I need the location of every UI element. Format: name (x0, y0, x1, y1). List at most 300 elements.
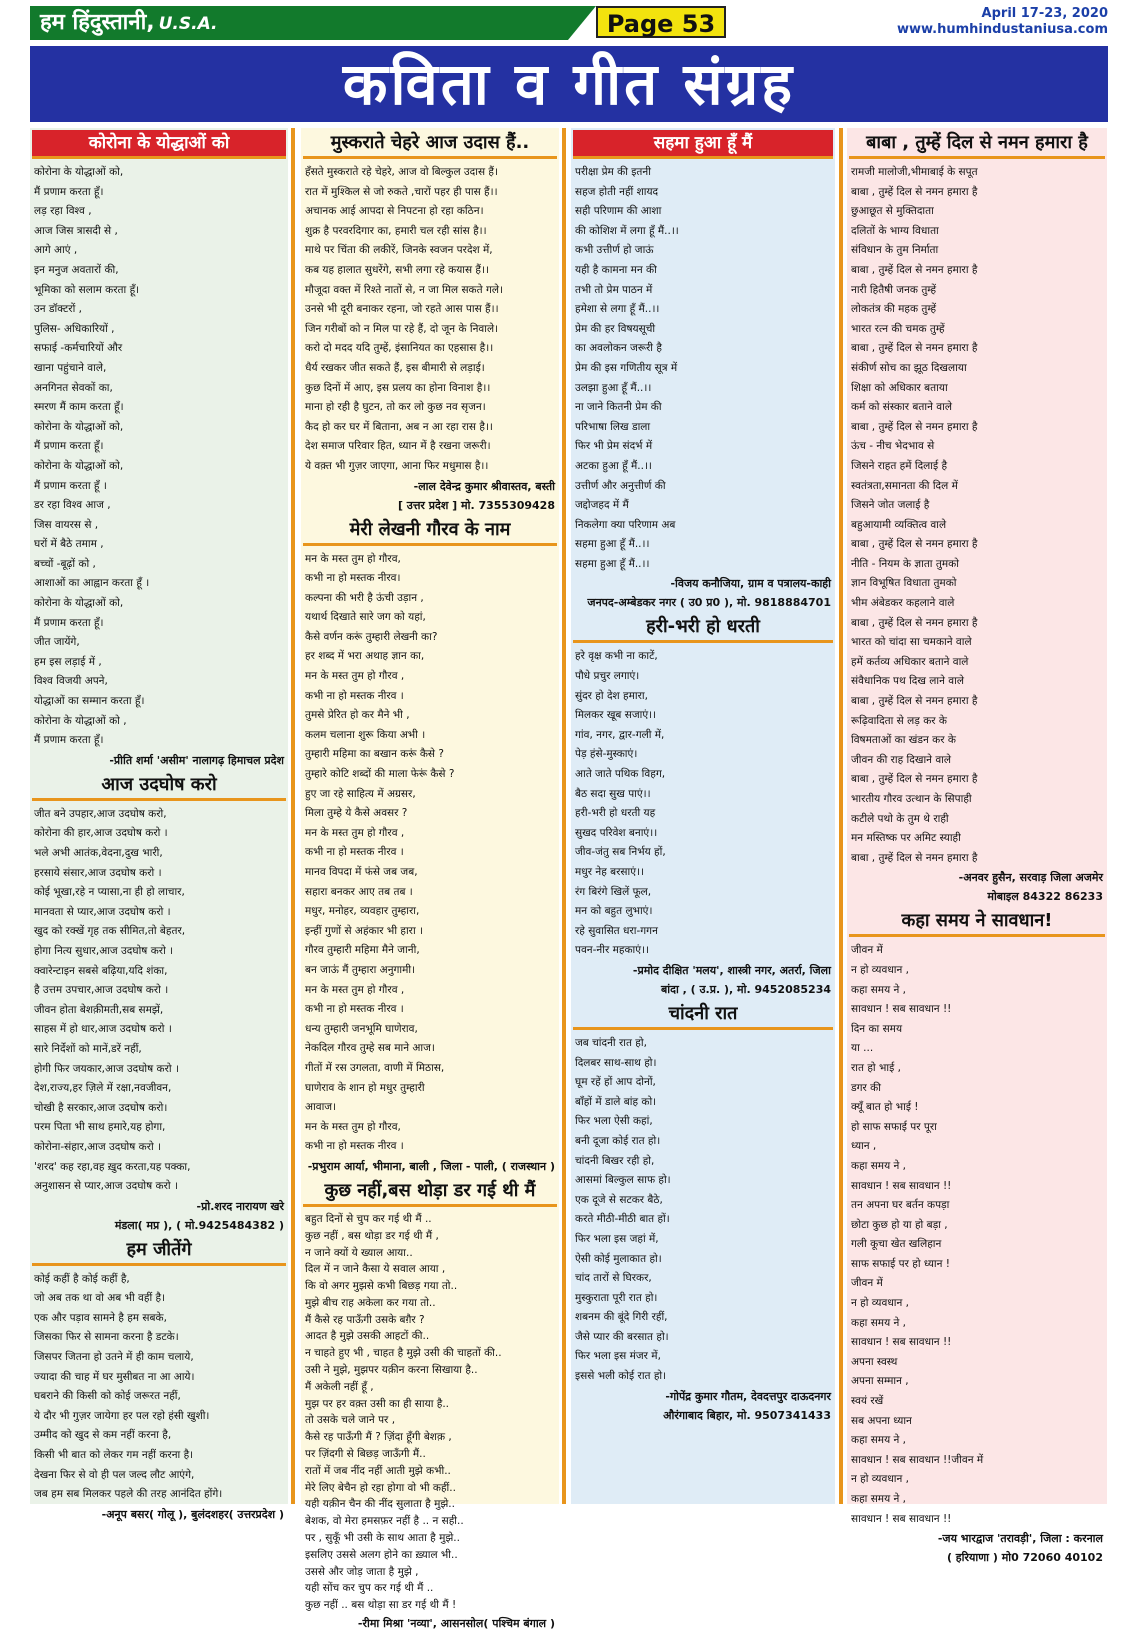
poem-line: इन मनुज अवतारों की, (34, 263, 119, 276)
poem-line: मिला तुम्हे ये कैसे अवसर ? (305, 807, 408, 820)
poem-line: सावधान ! सब सावधान !! (851, 1336, 952, 1349)
poem-line: हँसते मुस्कराते रहे चेहरे, आज वो बिल्कुल उदास हैं। (305, 166, 498, 178)
poem-line: कल्पना की भरी है ऊंची उड़ान , (305, 591, 424, 604)
poem-line: हम इस लड़ाई में , (34, 655, 102, 668)
poem-line: स्वयं रखें (851, 1395, 884, 1408)
poem-line: बाबा , तुम्हें दिल से नमन हमारा है (851, 773, 978, 786)
poem-block (847, 908, 1107, 1567)
poem-line: दलितों के भाग्य विधाता (851, 224, 939, 237)
poem-line: बन जाऊं मैं तुम्हारा अनुगामी। (305, 963, 416, 976)
poem-line: कभी ना हो मस्तक नीरव । (305, 1140, 404, 1153)
poem-line: जिन गरीबों को न मिल पा रहे हैं, दो जून के निवाले। (305, 322, 499, 335)
poem-line: मैं प्रणाम करता हूँ । (34, 479, 107, 492)
poem-line: कहा समय ने , (851, 1159, 907, 1172)
poem-line: मन के मस्त तुम हो गौरव , (305, 826, 405, 839)
poem-line: बाँहों में डाले बांह को। (575, 1095, 657, 1108)
poem-line: आज जिस त्रासदी से , (34, 224, 118, 237)
poem-line: छोटा कुछ हो या हो बड़ा , (851, 1218, 948, 1231)
poem-line: कैद हो कर घर में बिताना, अब न आ रहा रास है।। (305, 420, 493, 433)
poem-line: ज्ञान विभूषित विधाता तुमको (851, 577, 957, 590)
poem-line: जद्दोजहद में मैं (575, 499, 629, 512)
poem-line: विषमताओं का खंडन कर के (851, 734, 956, 747)
poem-line: फिर भला ऐसी कहां, (575, 1115, 653, 1128)
poem-line: फिर भला इस मंजर में, (575, 1350, 661, 1363)
poem-credit: बांदा , ( उ.प्र. ), मो. 9452085234 (661, 982, 831, 996)
poem-line: चांद तारों से घिरकर, (575, 1272, 652, 1285)
poem-line: यथार्थ दिखाते सारे जग को यहां, (305, 611, 426, 624)
poem-line: कहा समय ने , (851, 1434, 907, 1447)
poem-line: अपना सम्मान , (851, 1375, 909, 1388)
poem-line: की कोशिश में लगा हूँ मैं..।। (575, 224, 679, 237)
poem-line: सहारा बनकर आए तब तब । (305, 885, 413, 898)
poem-line: कैसे रह पाऊँगी मैं ? ज़िंदा हूँगी बेशक़ , (305, 1431, 452, 1444)
poem-body (847, 163, 1107, 868)
poem-line: मौजूदा वक्त में रिश्ते नातों से, न जा मिल सकते गले। (305, 283, 503, 296)
poem-line: बैठ सदा सुख पाएं।। (575, 787, 651, 800)
poem-line: पेड़ हंसे-मुस्काएं। (575, 748, 638, 761)
poem-line: पर , सुकूँ भी उसी के साथ आता है मुझे.. (305, 1532, 460, 1545)
poem-title: कोरोना के योद्धाओं को (32, 130, 286, 159)
poem-line: बहुत दिनों से चुप कर गई थी मैं .. (305, 1212, 432, 1225)
poem-line: जीत बने उपहार,आज उदघोष करो, (34, 807, 167, 820)
poem-line: आसमां बिल्कुल साफ हो। (575, 1174, 671, 1187)
poem-line: अपना स्वस्थ (851, 1355, 898, 1368)
poem-line: आवाज। (305, 1101, 337, 1114)
poem-line: जिसपर जितना हो उतने में ही काम चलाये, (34, 1351, 194, 1364)
poem-block (571, 1001, 835, 1425)
poem-body (571, 647, 835, 961)
poem-line: जिसका फिर से सामना करना है डटके। (34, 1331, 179, 1344)
poem-line: जब चांदनी रात हो, (575, 1036, 647, 1049)
poem-line: आशाओं का आह्वान करता हूँ । (34, 577, 150, 590)
poem-line: रात हो भाई , (851, 1061, 901, 1074)
poem-line: तुम्हारे कोटि शब्दों की माला फेरूं कैसे ? (305, 768, 455, 781)
poem-title: मेरी लेखनी गौरव के नाम (303, 517, 557, 546)
poem-line: मैं प्रणाम करता हूँ। (34, 616, 104, 629)
poem-line: ऊंच - नीच भेदभाव से (851, 440, 935, 453)
poem-line: मानव विपदा में फंसे जब जब, (305, 866, 418, 878)
poem-line: कोरोना की हार,आज उदघोष करो । (34, 827, 168, 840)
poem-line: देश समाज परिवार हित, ध्यान में है रखना जरूरी। (305, 440, 491, 453)
poem-line: यही यक़ीन चैन की नींद सुलाता है मुझे.. (305, 1498, 455, 1511)
poem-line: सावधान ! सब सावधान !! (851, 1512, 952, 1525)
poem-line: मैं प्रणाम करता हूँ। (34, 185, 104, 198)
poem-line: इन्हीं गुणों से अहंकार भी हारा । (305, 924, 424, 937)
column-divider (562, 128, 566, 1504)
poem-line: सुंदर हो देश हमारा, (575, 689, 648, 702)
poem-line: कभी ना हो मस्तक नीरव । (305, 846, 404, 859)
poem-title: हरी-भरी हो धरती (573, 614, 833, 643)
poem-body (571, 1034, 835, 1387)
poem-line: यही है कामना मन की (575, 263, 657, 276)
poem-line: बाबा , तुम्हें दिल से नमन हमारा है (851, 695, 978, 708)
poem-line: आते जाते पथिक विहग, (575, 768, 666, 781)
poem-line: का अवलोकन जरूरी है (575, 342, 662, 355)
poem-credit: -प्रमोद दीक्षित 'मलय', शास्त्री नगर, अतर्रा, जिला (632, 963, 831, 977)
brand-tail-shape (568, 6, 596, 40)
poem-line: खुद को रक्खें गृह तक सीमित,तो बेहतर, (34, 925, 186, 938)
poem-line: या ... (851, 1042, 874, 1055)
poem-line: देखना फिर से वो ही पल जल्द लौट आएंगे, (34, 1468, 195, 1481)
section-banner: कविता व गीत संग्रह (30, 46, 1108, 122)
poem-line: सावधान ! सब सावधान !! (851, 1003, 952, 1016)
poem-title: कुछ नहीं,बस थोड़ा डर गई थी मैं (303, 1178, 557, 1207)
poem-line: तुम्हारी महिमा का बखान करूं कैसे ? (305, 748, 444, 761)
poem-credit: मोबाइल 84322 86233 (987, 890, 1103, 904)
poem-line: है उत्तम उपचार,आज उदघोष करो । (34, 984, 169, 997)
poem-line: हमेशा से लगा हूँ मैं..।। (575, 303, 660, 316)
poem-line: कोई भूखा,रहे न प्यासा,ना ही हो लाचार, (34, 886, 185, 899)
poem-line: घबराने की किसी को कोई जरूरत नहीं, (34, 1390, 181, 1403)
poem-line: एक और पड़ाव सामने है हम सबके, (34, 1311, 167, 1324)
poem-line: मुझे बीच राह अकेला कर गया तो.. (305, 1296, 436, 1309)
column-divider (291, 128, 295, 1504)
poem-credit: -अनवर हुसैन, सरवाड़ जिला अजमेर (958, 871, 1103, 885)
poem-title: बाबा , तुम्हें दिल से नमन हमारा है (849, 130, 1105, 159)
poem-line: न जाने क्यों ये ख्याल आया.. (305, 1246, 413, 1259)
poem-line: डर रहा विश्व आज , (34, 499, 111, 512)
poem-line: माथे पर चिंता की लकीरें, जिनके स्वजन परदेश में, (305, 244, 493, 257)
poem-line: सारे निर्देशों को मानें,डरें नहीं, (34, 1042, 142, 1055)
poem-line: परम पिता भी साथ हमारे,यह होगा, (34, 1121, 166, 1134)
poem-line: परीक्षा प्रेम की इतनी (575, 166, 651, 178)
poem-line: कोरोना के योद्धाओं को, (34, 597, 124, 610)
poem-line: तो उसके चले जाने पर , (305, 1414, 396, 1427)
poem-line: सावधान ! सब सावधान !! (851, 1179, 952, 1192)
poem-line: मन को बहुत लुभाएं। (575, 905, 653, 918)
poem-line: रंग बिरंगे खिलें फूल, (575, 885, 652, 898)
poem-credit: जनपद-अम्बेडकर नगर ( उ0 प्र0 ), मो. 9818884701 (587, 596, 831, 610)
poem-body (301, 1211, 559, 1614)
poem-line: चोखी है सरकार,आज उदघोष करो। (34, 1101, 168, 1114)
poem-title: चांदनी रात (573, 1001, 833, 1030)
poem-line: कुछ नहीं , बस थोड़ा डर गई थी मैं , (305, 1229, 439, 1242)
poem-line: घूम रहें हों आप दोनों, (575, 1076, 656, 1089)
poem-line: जिसने जोत जलाई है (851, 499, 930, 512)
poem-credit: -प्रो.शरद नारायण खरे (196, 1199, 284, 1213)
poem-line: स्वतंत्रता,समानता की दिल में (851, 479, 958, 492)
poem-line: मैं प्रणाम करता हूँ। (34, 734, 104, 747)
poem-line: नीति - नियम के ज्ञाता तुमको (851, 557, 959, 570)
poem-line: कोरोना के योद्धाओं को, (34, 166, 124, 178)
poem-line: जीवन होता बेशक़ीमती,सब समझें, (34, 1003, 164, 1016)
poem-line: पौधे प्रचुर लगाएं। (575, 670, 640, 683)
poem-line: कटीले पथो के तुम थे राही (851, 812, 949, 825)
poem-credit: मंडला( मप्र ), ( मो.9425484382 ) (114, 1218, 284, 1232)
poem-line: सहमा हुआ हूँ मैं..।। (575, 557, 650, 570)
poem-line: कोई कहीं है कोई कहीं है, (34, 1272, 130, 1285)
poem-line: उन डॉक्टरों , (34, 303, 82, 316)
poem-line: करो दो मदद यदि तुम्हें, इंसानियत का एहसास है।। (305, 342, 494, 355)
poem-line: कुछ दिनों में आए, इस प्रलय का होना विनाश है।। (305, 381, 491, 394)
poem-block (571, 614, 835, 999)
poem-line: इससे भली कोई रात हो। (575, 1370, 667, 1383)
poem-line: रामजी मालोजी,भीमाबाई के सपूत (851, 166, 978, 178)
column-1 (30, 128, 288, 1521)
poem-line: सुखद परिवेश बनाएं।। (575, 826, 658, 839)
poem-line: उससे और जोड़ जाता है मुझे , (305, 1565, 419, 1578)
poem-line: नेकदिल गौरव तुम्हे सब माने आज। (305, 1042, 435, 1055)
poem-line: फिर भी प्रेम संदर्भ में (575, 440, 653, 453)
poem-body (847, 941, 1107, 1529)
poem-line: गली कूचा खेत खलिहान (851, 1238, 942, 1251)
website-link[interactable]: www.humhindustaniusa.com (896, 22, 1108, 37)
poem-line: जीवन में (851, 1277, 883, 1290)
poem-line: प्रेम की हर विषयसूची (575, 322, 656, 335)
poem-line: यही सोंच कर चुप कर गई थी मैं .. (305, 1582, 434, 1595)
poem-line: भारतीय गौरव उत्थान के सिपाही (851, 793, 972, 805)
poem-line: बाबा , तुम्हें दिल से नमन हमारा है (851, 185, 978, 198)
poem-line: कभी ना हो मस्तक नीरव । (305, 689, 404, 702)
poem-credit: ( हरियाणा ) मो0 72060 40102 (946, 1551, 1103, 1565)
poem-line: मन के मस्त तुम हो गौरव, (305, 1120, 401, 1133)
poem-line: सहज होती नहीं शायद (575, 185, 659, 198)
poem-credit: [ उत्तर प्रदेश ] मो. 7355309428 (397, 498, 555, 512)
poem-line: सब अपना ध्यान (851, 1414, 912, 1427)
poem-line: सफाई -कर्मचारियों और (34, 342, 123, 355)
poem-line: होगा नित्य सुधार,आज उदघोष करो । (34, 944, 174, 957)
poem-block (301, 1178, 559, 1633)
poem-line: एक दूजे से सटकर बैठे, (575, 1193, 663, 1206)
column-3 (571, 128, 835, 1504)
poem-title: सहमा हुआ हूँ मैं (573, 130, 833, 159)
poem-line: बच्चों -बूढ़ों को , (34, 557, 96, 570)
poem-line: ध्यान , (851, 1140, 877, 1153)
poem-line: सही परिणाम की आशा (575, 205, 662, 218)
poem-line: बाबा , तुम्हें दिल से नमन हमारा है (851, 420, 978, 433)
poem-line: कुछ नहीं .. बस थोड़ा सा डर गई थी मैं ! (305, 1599, 457, 1612)
poem-line: कभी उत्तीर्ण हो जाऊं (575, 244, 654, 257)
poem-line: पवन-नीर महकाएं।। (575, 944, 650, 957)
poem-line: उनसे भी दूरी बनाकर रहना, जो रहते आस पास हैं।। (305, 303, 499, 316)
page-number: Page 53 (596, 6, 726, 38)
poem-line: नारी हितैषी जनक तुम्हें (851, 283, 937, 296)
poem-line: मिलकर खूब सजाएं।। (575, 709, 657, 722)
poem-line: डगर की (851, 1081, 881, 1094)
poem-line: रहे सुवासित धरा-गगन (575, 924, 658, 937)
poem-line: न चाहते हुए भी , चाहत है मुझे उसी की चाहतों की.. (305, 1347, 502, 1360)
masthead (30, 4, 1108, 44)
poem-block (30, 772, 288, 1235)
poem-credit: -प्रभुराम आर्या, भीमाना, बाली , जिला - पाली, ( राजस्थान ) (307, 1159, 555, 1173)
poem-body (30, 163, 288, 751)
poem-line: आदत है मुझे उसकी आहटों की.. (305, 1330, 430, 1343)
newspaper-brand (30, 6, 568, 40)
poem-credit: -अनूप बसर( गोलू ), बुलंदशहर( उत्तरप्रदेश ) (101, 1507, 284, 1521)
poem-block (847, 130, 1107, 906)
poem-line: कब यह हालात सुधरेंगे, सभी लगा रहे कयास हैं।। (305, 263, 489, 276)
poem-line: क्यूँ बात हो भाई ! (851, 1101, 919, 1114)
poem-credit: -जय भारद्वाज 'तरावड़ी', जिला : करनाल (937, 1532, 1103, 1546)
poem-line: भले अभी आतंक,वेदना,दुख भारी, (34, 847, 163, 859)
poem-line: हरे वृक्ष कभी ना काटें, (575, 650, 658, 663)
poem-line: मैं कैसे रह पाऊँगी उसके बग़ैर ? (305, 1313, 425, 1326)
poem-credit: -प्रीति शर्मा 'असीम' नालागढ़ हिमाचल प्रदेश (109, 753, 284, 767)
poem-credit: -विजय कनौजिया, ग्राम व पत्रालय-काही (670, 577, 831, 591)
poem-line: मेरे लिए बेचैन हो रहा होगा वो भी कहीं.. (305, 1481, 456, 1494)
poem-line: गांव, नगर, द्वार-गली में, (575, 728, 665, 741)
poem-line: जीव-जंतु सब निर्भय हों, (575, 846, 666, 859)
poem-line: उसी ने मुझे, मुझपर यक़ीन करना सिखाया है.. (305, 1364, 478, 1377)
poem-line: शिक्षा को अधिकार बताया (851, 381, 948, 394)
poem-line: हुए जा रहे साहित्य में अग्रसर, (305, 787, 416, 800)
poem-line: सावधान ! सब सावधान !!जीवन में (851, 1453, 984, 1466)
poem-block (301, 130, 559, 515)
poem-line: ये दौर भी गुज़र जायेगा हर पल रहो हंसी खुशी। (34, 1409, 210, 1422)
poem-line: दिल में न जाने कैसा ये सवाल आया , (305, 1263, 446, 1276)
poem-line: पर ज़िंदगी से बिछड़ जाऊँगी मैं.. (305, 1448, 426, 1461)
poem-line: जो अब तक था वो अब भी वहीं है। (34, 1292, 166, 1305)
poem-line: तुमसे प्रेरित हो कर मैने भी , (305, 709, 410, 722)
poem-line: भारत रत्न की चमक तुम्हें (851, 322, 945, 335)
poem-line: शुक्र है परवरदिगार का, हमारी चल रही सांस है।। (305, 224, 487, 237)
poem-line: जीवन में (851, 944, 883, 957)
poem-line: दिन का समय (851, 1022, 903, 1035)
poem-line: ज्यादा की चाह में घर मुसीबत ना आ आये। (34, 1370, 195, 1383)
poem-line: मन के मस्त तुम हो गौरव , (305, 670, 405, 683)
poem-line: अनुशासन से प्यार,आज उदघोष करो । (34, 1180, 178, 1193)
poem-line: न हो व्यवधान , (851, 963, 909, 976)
poem-line: ऐसी कोई मुलाकात हो। (575, 1252, 662, 1265)
poem-line: सहमा हुआ हूँ मैं..।। (575, 538, 650, 551)
poem-line: विश्व विजयी अपने, (34, 675, 108, 688)
poem-line: अनगिनत सेवकों का, (34, 381, 113, 394)
poem-line: हो साफ सफाई पर पूरा (851, 1120, 937, 1133)
poem-line: जैसे प्यार की बरसात हो। (575, 1330, 669, 1343)
poem-line: मन मस्तिष्क पर अमिट स्याही (851, 832, 961, 845)
poem-line: जीवन की राह दिखाने वाले (851, 753, 952, 766)
poem-line: होगी फिर जयकार,आज उदघोष करो । (34, 1062, 179, 1075)
poem-line: मुस्कुराता पूरी रात हो। (575, 1291, 658, 1304)
poem-line: बाबा , तुम्हें दिल से नमन हमारा है (851, 616, 978, 629)
poem-line: उम्मीद को खुद से कम नहीं करना है, (34, 1429, 172, 1442)
poem-line: उलझा हुआ हूँ मैं..।। (575, 381, 652, 394)
poem-line: जीत जायेंगे, (34, 636, 80, 649)
poem-line: घरों में बैठे तमाम , (34, 538, 104, 551)
column-4 (847, 128, 1107, 1565)
poem-line: संवैधानिक पथ दिख लाने वाले (851, 675, 964, 688)
poem-line: छुआछूत से मुक्तिदाता (851, 205, 934, 218)
poem-line: परिभाषा लिख डाला (575, 420, 651, 433)
poem-credit: -रीमा मिश्रा 'नव्या', आसनसोल( पश्चिम बंगाल ) (357, 1617, 555, 1631)
poem-line: ना जाने कितनी प्रेम की (575, 401, 662, 414)
poem-line: कोरोना के योद्धाओं को, (34, 459, 124, 472)
poem-line: रूढ़िवादिता से लड़ कर के (851, 714, 947, 727)
poem-line: रात में मुश्किल से जो रुकते ,चारों पहर ही पास हैं।। (305, 185, 498, 198)
poem-line: निकलेगा क्या परिणाम अब (575, 518, 676, 531)
poem-credit: -गोपेंद्र कुमार गौतम, देवदत्तपुर दाऊदनगर (665, 1389, 831, 1403)
poem-line: किसी भी बात को लेकर गम नहीं करना है। (34, 1449, 194, 1462)
poem-line: धैर्य रखकर जीत सकते हैं, इस बीमारी से लड़ाई। (305, 361, 485, 374)
poem-line: लड़ रहा विश्व , (34, 205, 92, 218)
poem-line: जिसने राहत हमें दिलाई है (851, 459, 948, 472)
poem-line: बहुआयामी व्यक्तित्व वाले (851, 518, 947, 531)
poem-line: मन के मस्त तुम हो गौरव , (305, 983, 405, 996)
poem-line: प्रेम की इस गणितीय सूत्र में (575, 361, 678, 374)
poem-line: कलम चलाना शुरू किया अभी । (305, 728, 426, 741)
poem-line: धन्य तुम्हारी जनभूमि घाणेराव, (305, 1022, 418, 1035)
poem-line: न हो व्यवधान , (851, 1297, 909, 1310)
poem-block (301, 517, 559, 1176)
column-2 (301, 128, 559, 1631)
poem-line: पुलिस- अधिकारियों , (34, 322, 115, 335)
poem-line: इसलिए उससे अलग होने का ख़्याल भी.. (305, 1548, 458, 1561)
poem-credit: -लाल देवेन्द्र कुमार श्रीवास्तव, बस्ती (413, 479, 555, 493)
poem-line: मधुर नेह बरसाएं।। (575, 866, 644, 878)
poem-line: न हो व्यवधान , (851, 1473, 909, 1486)
poem-credit: औरंगाबाद बिहार, मो. 9507341433 (663, 1408, 831, 1422)
poem-line: बाबा , तुम्हें दिल से नमन हमारा है (851, 851, 978, 864)
poem-line: उत्तीर्ण और अनुत्तीर्ण की (575, 479, 666, 492)
poem-line: फिर भला इस जहां में, (575, 1232, 659, 1245)
poem-line: ये वक़्त भी गुज़र जाएगा, आना फिर मधुमास है।। (305, 459, 489, 472)
poem-line: क्वारेन्टाइन सबसे बढ़िया,यदि शंका, (34, 964, 168, 977)
poem-line: करते मीठी-मीठी बात हों। (575, 1213, 670, 1226)
poem-line: हरसाये संसार,आज उदघोष करो । (34, 866, 162, 879)
poem-line: रातों में जब नींद नहीं आती मुझे कभी.. (305, 1464, 451, 1477)
poem-line: साफ सफाई पर हो ध्यान ! (851, 1257, 951, 1270)
poem-line: स्मरण मैं काम करता हूँ। (34, 401, 124, 414)
poem-title: हम जीतेंगे (32, 1237, 286, 1266)
poem-line: माना हो रही है घुटन, तो कर लो कुछ नव सृजन। (305, 401, 486, 414)
poem-line: कोरोना के योद्धाओं को, (34, 420, 124, 433)
poem-line: बाबा , तुम्हें दिल से नमन हमारा है (851, 342, 978, 355)
poem-line: हमें कर्तव्य अधिकार बताने वाले (851, 655, 969, 668)
poem-line: शबनम की बूंदे गिरी रहीं, (575, 1311, 668, 1324)
poem-line: तन अपना घर बर्तन कपड़ा (851, 1199, 950, 1212)
poem-line: तभी तो प्रेम पाठन में (575, 283, 653, 296)
issue-date: April 17-23, 2020 (981, 6, 1108, 21)
poem-line: मैं अकेली नहीं हूँ , (305, 1380, 374, 1393)
poem-line: कर्म को संस्कार बताने वाले (851, 401, 952, 414)
poem-title: कहा समय ने सावधान! (849, 908, 1105, 937)
column-divider (839, 128, 843, 1504)
poem-line: बाबा , तुम्हें दिल से नमन हमारा है (851, 263, 978, 276)
brand-region: U.S.A. (158, 14, 218, 34)
poem-line: संविधान के तुम निर्माता (851, 244, 939, 257)
poem-line: घाणेराव के शान हो मधुर तुम्हारी (305, 1081, 425, 1094)
poem-title: मुस्कराते चेहरे आज उदास हैं.. (303, 130, 557, 159)
poem-line: भूमिका को सलाम करता हूँ। (34, 283, 140, 296)
poem-line: अटका हुआ हूँ मैं..।। (575, 459, 652, 472)
poem-line: कैसे वर्णन करूं तुम्हारी लेखनी का? (305, 630, 438, 643)
poem-line: 'शरद' कह रहा,वह ख़ुद करता,यह पक्का, (34, 1160, 191, 1173)
poem-line: दिलबर साथ-साथ हो। (575, 1056, 657, 1069)
poem-block (30, 130, 288, 770)
poem-line: मानवता से प्यार,आज उदघोष करो । (34, 905, 171, 918)
poem-line: कहा समय ने , (851, 983, 907, 996)
poem-body (30, 805, 288, 1197)
poem-line: मन के मस्त तुम हो गौरव, (305, 552, 401, 565)
poem-title: आज उदघोष करो (32, 772, 286, 801)
poem-line: खाना पहुंचाने वाले, (34, 361, 107, 374)
poem-line: हरी-भरी हो धरती यह (575, 807, 656, 820)
poem-line: कभी ना हो मस्तक नीरव। (305, 572, 401, 585)
poem-line: जब हम सब मिलकर पहले की तरह आनंदित होंगे। (34, 1488, 223, 1501)
poem-line: संकीर्ण सोच का झूठ दिखलाया (851, 361, 967, 374)
poem-line: योद्धाओं का सम्मान करता हूँ। (34, 695, 145, 708)
poem-line: देश,राज्य,हर ज़िले में रक्षा,नवजीवन, (34, 1082, 172, 1095)
poem-line: हर शब्द में भरा अथाह ज्ञान का, (305, 650, 425, 663)
poem-line: साहस में हो धार,आज उदघोष करो । (34, 1023, 172, 1036)
dateline (897, 6, 1108, 38)
poem-line: लोकतंत्र की महक तुम्हें (851, 303, 937, 316)
poem-line: कहा समय ने , (851, 1316, 907, 1329)
poem-line: कभी ना हो मस्तक नीरव । (305, 1003, 404, 1016)
poem-line: बनी दूजा कोई रात हो। (575, 1134, 661, 1147)
poem-body (301, 550, 559, 1157)
poem-line: कोरोना-संहार,आज उदघोष करो । (34, 1140, 162, 1153)
